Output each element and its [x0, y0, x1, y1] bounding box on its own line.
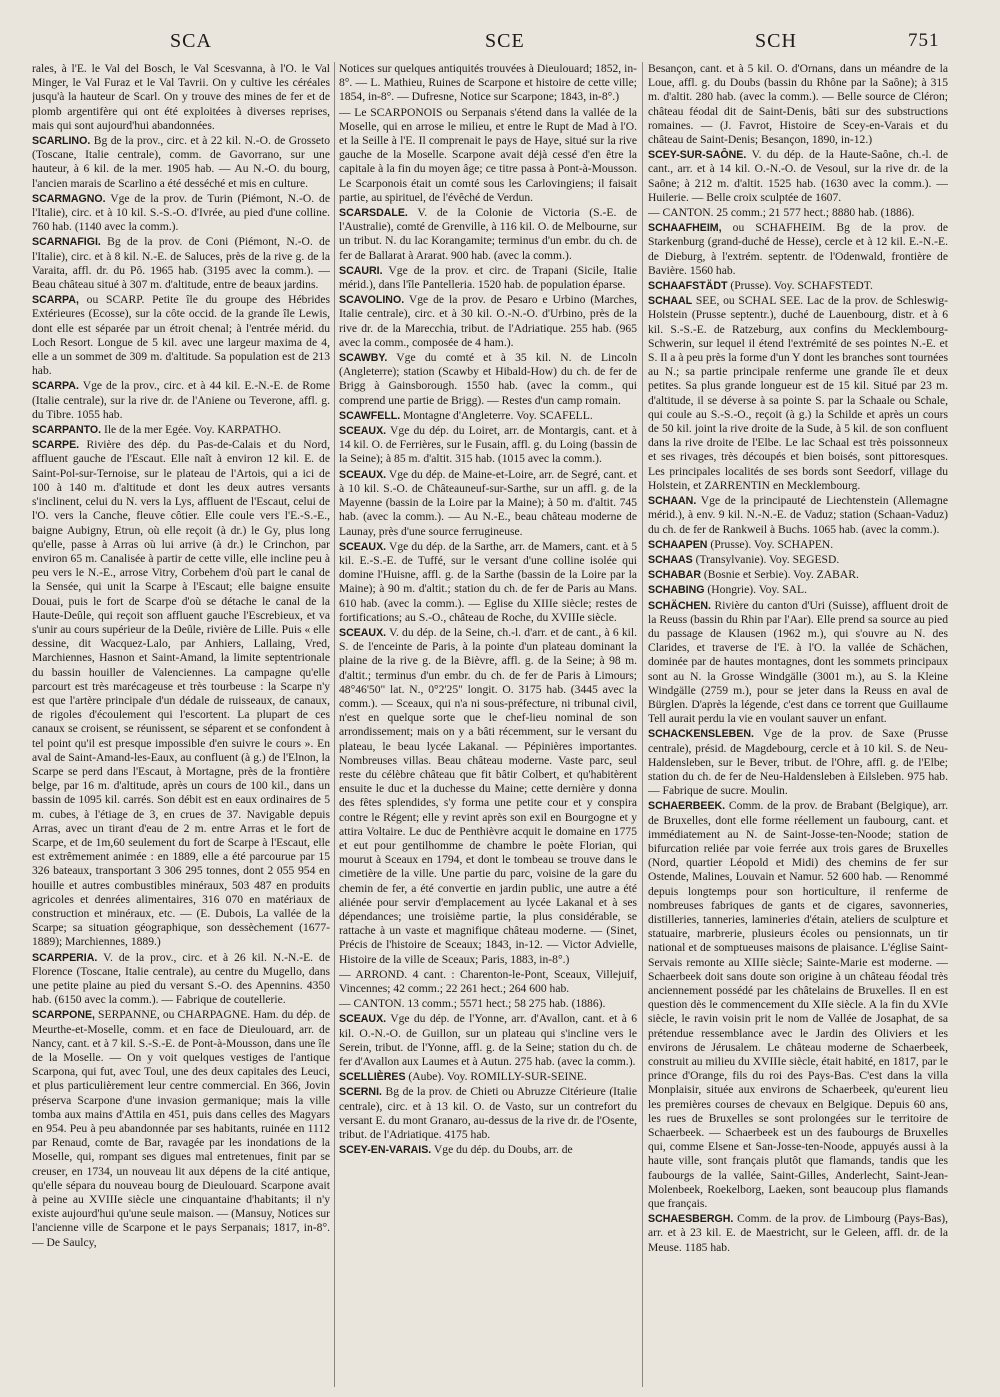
entry-headword: SCAWFELL.	[339, 409, 401, 422]
entry-headword: SCARPANTO.	[32, 424, 102, 437]
entry-body: Comm. de la prov. de Brabant (Belgique), arr. de Bruxelles, dont elle forme réellement un faubourg, cant. et immédiatement au N. de Saint-Josse-ten-Noode; station de bifurcation reliée par voie ferrée aux trois gares de Bruxelles (Nord, quartier Léopold et Midi) des chemins de fer sur Ostende, Malines, Louvain et Namur. 52 600 hab. — Renommé depuis longtemps pour son horticulture, il renferme de nombreuses fabriques de gants et de cigares, savonneries, distilleries, tanneries, lamineries d'étain, ateliers de sculpture et statuaire, marbrerie, plusieurs écoles ou pensionnats, un tir national et de somptueuses maisons de plaisance. L'église Saint-Servais remonte au XIIIe siècle; Sainte-Marie est moderne. — Schaerbeek doit sans doute son origine à un château féodal très anciennement possédé par les châtelains de Bruxelles. Il en est question dès le commencement du XIIe siècle. A la fin du XVIe siècle, le ravin voisin prit le nom de Vallée de Josaphat, de sa prétendue ressemblance avec le Jardin des Oliviers et les environs de Jérusalem. Le château moderne de Schaerbeek, construit au milieu du XVIIIe siècle, était habité, en 1817, par le prince d'Orange, fils du roi des Pays-Bas. C'est dans la villa Monplaisir, située aux environs de Schaerbeek, qu'eurent lieu les premières courses de chevaux en Belgique. Depuis 60 ans, les rues de Bruxelles se sont prolongées sur le territoire de Schaerbeek. — Schaerbeek est un des faubourgs de Bruxelles qui, comme Elsene et San-Josse-ten-Noode, appuyés aussi à la haute ville, sont français plutôt que flamands, tandis que les faubourgs de la vallée, Saint-Gilles, Anderlecht, Saint-Jean-Molenbeek, Roekelborg, Laeken, sont beaucoup plus flamands que français.	[648, 799, 948, 1211]
text-column-3	[648, 62, 948, 1392]
entry-headword: SCERNI.	[339, 1086, 382, 1099]
entry-headword: SCEAUX.	[339, 626, 387, 639]
header-left-guide-word: SCA	[170, 30, 212, 52]
dictionary-entry	[339, 1012, 637, 1069]
entry-body: Rivière des dép. du Pas-de-Calais et du Nord, affluent gauche de l'Escaut. Elle naît à environ 12 kil. E. de Saint-Pol-sur-Ternoise, sur le plateau de l'Artois, qui a ici de 100 à 140 m. d'altitude et dont les deux autres versants s'inclinent, celui du N. vers la Lys, affluent de l'Escaut, celui de l'O. vers la Canche, fleuve côtier. Elle coule vers l'E.-S.-E., baigne Aubigny, Etrun, où elle reçoit (à dr.) le Gy, plus long qu'elle, passe à Arras où lui arrive (à dr.) le Crinchon, par environ 65 m. Canalisée à partir de cette ville, elle incline peu à peu vers le N.-E., arrose Vitry, Corbehem d'où part le canal de la Sensée, qui unit la Scarpe à l'Escaut; elle baigne ensuite Douai, puis le fort de Scarpe d'où se détache le canal de la Haute-Deûle, qui reçoit son affluent gauche l'Escrebieux, et va s'unir au cours supérieur de la Deûle, rivière de Lille. Puis « elle dessine, dit Wacquez-Lalo, par Anhiers, Lallaing, Vred, Marchiennes, Hasnon et Saint-Amand, la limite septentrionale du bassin houiller de Valenciennes. La campagne qu'elle parcourt est très marécageuse et très tourbeuse : la Scarpe n'y est que l'artère principale d'un dédale de ruisseaux, de canaux, de rigoles d'écoulement qui l'escortent. La plupart de ces canaux se croisent, se réunissent, se séparent et se confondent à tel point qu'il est presque impossible d'en suivre le cours ». En aval de Saint-Amand-les-Eaux, au confluent (à g.) de l'Elnon, la Scarpe se perd dans l'Escaut, à Mortagne, près de la frontière belge, par 16 m. d'altitude, après un cours de 100 kil., dans un bassin de 1095 kil. carrés. Son débit est en eaux ordinaires de 5 m. cubes, à l'étiage de 3, en crues de 37. Navigable depuis Arras, avec un tirant d'eau de 2 m. entre Arras et le fort de Scarpe, et de 1m,60 seulement du fort de Scarpe à l'Escaut, elle est extrêmement animée : en 1889, elle a été parcourue par 15 326 bateaux, transportant 3 306 295 tonnes, dont 2 055 954 en houille et autres combustibles minéraux, 503 487 en produits agricoles et denrées alimentaires, 316 070 en matériaux de construction et minéraux, etc. — (E. Dubois, La vallée de la Scarpe; sa situation géographique, son dessèchement (1677-1889); Marchiennes, 1889.)	[32, 438, 330, 949]
dictionary-entry	[32, 1008, 330, 1249]
entry-headword: SCEY-EN-VARAIS.	[339, 1144, 432, 1157]
entry-body: Notices sur quelques antiquités trouvées à Dieulouard; 1852, in-8°. — L. Mathieu, Ruines de Scarpone et histoire de cette ville; 1854, in-8°. — Dufresne, Notice sur Scarpone; 1843, in-8°.)	[339, 62, 637, 104]
entry-headword: SCARLINO.	[32, 135, 91, 148]
entry-body: (Prusse). Voy. SCHAFSTEDT.	[727, 279, 873, 293]
dictionary-entry	[648, 568, 948, 582]
entry-body: — Le SCARPONOIS ou Serpanais s'étend dans la vallée de la Moselle, qui en arrose le milieu, et entre le Rupt de Mad à l'O. et la Seille à l'E. Il comprenait le pays de Haye, situé sur la rive gauche de la Moselle. Scarpone avait déjà cessé d'en être la capitale à la fin du moyen âge; ce titre passa à Pont-à-Mousson. Le Scarponois était un comté sous les Carlovingiens; il faisait partie, au spirituel, de l'évêché de Verdun.	[339, 105, 637, 204]
entry-headword: SCARSDALE.	[339, 207, 408, 220]
dictionary-entry	[339, 1143, 637, 1157]
entry-headword: SCHAESBERGH.	[648, 1213, 734, 1226]
column-rule-right	[642, 62, 643, 1387]
dictionary-entry	[32, 423, 330, 437]
entry-body: (Transylvanie). Voy. SEGESD.	[692, 552, 840, 566]
entry-body: SEE, ou SCHAL SEE. Lac de la prov. de Schleswig-Holstein (Prusse septentr.), duché de Lauenbourg, distr. et à 6 kil. S.-S.-E. de Ratzeburg, aux confins du Mecklembourg-Schwerin, sur lequel il étend l'extrémité de ses pointes N.-E. et S. Il a à peu près la forme d'un Y dont les branches sont tournées au N.; sa partie principale renferme une grande île et deux petites. Sa plus grande longueur est de 15 kil. Situé par 23 m. d'altitude, il se déverse à sa pointe S. par la Schaale ou Schale, qui coule au S.-S.-O., reçoit (à g.) la Schilde et après un cours de 50 kil. joint la rive droite de la Sude, à 5 kil. de son confluent dans la rive droite de l'Elbe. Le lac Schaal est très poissonneux et ses rivages, très découpés et bien boisés, sont pittoresques. Les principales localités de ses bords sont Seedorf, village du Holstein, et ZARRENTIN en Mecklembourg.	[648, 294, 948, 492]
entry-headword: SCHAAL	[648, 295, 693, 308]
entry-headword: SCAWBY.	[339, 352, 388, 365]
header-right-guide-word: SCH	[755, 30, 797, 52]
entry-body: SERPANNE, ou CHARPAGNE. Ham. du dép. de Meurthe-et-Moselle, comm. et en face de Dieulouard, arr. de Nancy, cant. et à 7 kil. S.-S.-E. de Pont-à-Mousson, dans une île de la Moselle. — On y voit quelques vestiges de l'antique Scarpona, qui fut, avec Toul, une des deux capitales des Leuci, et plus particulièrement leur centre commercial. En 366, Jovin préserva Scarpone d'une invasion germanique; mais la ville tomba aux mains d'Attila en 451, puis dans celles des Magyars en 954. Peu à peu abandonnée par ses habitants, ruinée en 1112 par Renaud, comte de Bar, ravagée par les inondations de la Moselle, qui, rompant ses digues mal entretenues, finit par se creuser, en 1734, un nouveau lit aux dépens de la cité antique, qu'elle sépara du nouveau bourg de Dieulouard. Scarpone avait à peine au XVIIIe siècle une cinquantaine d'habitants; il n'y existe aujourd'hui qu'une seule maison. — (Mansuy, Notices sur l'ancienne ville de Scarpone et le pays Serpanais; 1817, in-8°. — De Saulcy,	[32, 1008, 330, 1249]
entry-headword: SCARPONE,	[32, 1009, 95, 1022]
entry-body: Vge du dép. du Doubs, arr. de	[431, 1143, 573, 1157]
entry-body: Bg de la prov. de Coni (Piémont, N.-O. de l'Italie), circ. et à 8 kil. N.-E. de Saluces, près de la rive g. de la Varaita, affl. dr. du Pô. 1965 hab. (3195 avec la comm.). — Beau château situé à 307 m. d'altitude, entre de beaux jardins.	[32, 235, 330, 292]
entry-headword: SCHAAN.	[648, 495, 697, 508]
header-center-guide-word: SCE	[485, 30, 525, 52]
entry-body: V. de la Colonie de Victoria (S.-E. de l'Australie), comté de Grenville, à 116 kil. O. de Melbourne, sur un tribut. N. du lac Korangamite; terminus d'un embr. du ch. de fer de Ballarat à Ararat. 900 hab. (avec la comm.).	[339, 206, 637, 262]
entry-headword: SCEAUX.	[339, 468, 387, 481]
entry-text	[648, 206, 948, 220]
dictionary-entry	[648, 1212, 948, 1255]
dictionary-entry	[32, 192, 330, 235]
entry-body: (Bosnie et Serbie). Voy. ZABAR.	[700, 568, 859, 582]
entry-body: rales, à l'E. le Val del Bosch, le Val Scesvanna, à l'O. le Val Minger, le Val Furaz et le Val Tavrii. On y cultive les céréales jusqu'à la hauteur de Scarl. On y trouve des mines de fer et de plomb argentifère qui ont été exploitées à diverses reprises, mais qui sont aujourd'hui abandonnées.	[32, 62, 330, 132]
dictionary-entry	[339, 293, 637, 350]
entry-headword: SCHABAR	[648, 569, 701, 582]
entry-text	[32, 62, 330, 133]
entry-body: ou SCHAFHEIM. Bg de la prov. de Starkenburg (grand-duché de Hesse), cercle et à 12 kil. E.-N.-E. de Dieburg, à l'extrém. septentr. de l'Odenwald, frontière de Bavière. 1560 hab.	[648, 221, 948, 277]
dictionary-entry	[32, 438, 330, 949]
entry-body: Vge de la prov. de Turin (Piémont, N.-O. de l'Italie), circ. et à 10 kil. S.-S.-O. d'Ivrée, au pied d'une colline. 760 hab. (1140 avec la comm.).	[32, 191, 330, 234]
dictionary-entry	[32, 379, 330, 422]
dictionary-entry	[648, 294, 948, 493]
entry-body: (Hongrie). Voy. SAL.	[704, 583, 808, 597]
entry-headword: SCARNAFIGI.	[32, 236, 101, 249]
dictionary-entry	[648, 148, 948, 205]
entry-body: Vge du dép. de la Sarthe, arr. de Mamers, cant. et à 5 kil. E.-S.-E. de Tuffé, sur le versant d'une colline isolée qui domine l'Huisne, affl. g. de la Sarthe (bassin de la Loire par la Maine); à 90 m. d'altit.; station du ch. de fer de Paris au Mans. 610 hab. (avec la comm.). — Eglise du XIIIe siècle; restes de fortifications; au S.-O., château de Roche, du XVIIIe siècle.	[339, 539, 637, 624]
dictionary-entry	[32, 235, 330, 292]
entry-text	[339, 968, 637, 996]
entry-headword: SCEAUX.	[339, 540, 387, 553]
page-number: 751	[908, 30, 940, 51]
entry-text	[339, 997, 637, 1011]
entry-body: Vge du dép. de l'Yonne, arr. d'Avallon, cant. et à 6 kil. O.-N.-O. de Guillon, sur un plateau qui s'incline vers le Serein, tribut. de l'Yonne, affl. g. de la Seine; station du ch. de fer d'Avallon aux Laumes et à Autun. 275 hab. (avec la comm.).	[339, 1012, 637, 1069]
entry-body: V. du dép. de la Haute-Saône, ch.-l. de cant., arr. et à 14 kil. O.-N.-O. de Vesoul, sur la rive dr. de la Saône; à 212 m. d'altit. 1525 hab. (1630 avec la comm.). — Huilerie. — Belle croix sculptée de 1607.	[648, 148, 948, 204]
entry-headword: SCARPERIA.	[32, 951, 98, 964]
dictionary-entry	[648, 279, 948, 293]
dictionary-entry	[339, 206, 637, 263]
entry-body: Bg de la prov., circ. et à 22 kil. N.-O. de Grosseto (Toscane, Italie centrale), comm. de Gavorrano, sur une hauteur, à 6 kil. de la mer. 1905 hab. — Au N.-O. du bourg, l'ancien marais de Scarlino a été desséché et mis en culture.	[32, 134, 330, 190]
entry-body: Vge de la prov. de Pesaro e Urbino (Marches, Italie centrale), circ. et à 30 kil. O.-N.-O. d'Urbino, près de la rive dr. de la Marecchia, tribut. de l'Adriatique. 255 hab. (965 avec la comm., composée de 4 ham.).	[339, 293, 637, 349]
dictionary-entry	[648, 538, 948, 552]
dictionary-entry	[339, 468, 637, 539]
entry-text	[339, 106, 637, 205]
dictionary-entry	[339, 540, 637, 625]
entry-headword: SCAURI.	[339, 264, 383, 277]
entry-body: — CANTON. 13 comm.; 5571 hect.; 58 275 hab. (1886).	[339, 997, 606, 1011]
text-column-2	[339, 62, 637, 1392]
dictionary-entry	[648, 727, 948, 798]
entry-body: V. du dép. de la Seine, ch.-l. d'arr. et de cant., à 6 kil. S. de l'enceinte de Paris, à la pointe d'un plateau dominant la plaine de la rive g. de la Bièvre, affl. g. de la Seine; à 98 m. d'altit.; terminus d'un embr. du ch. de fer de Paris à Limours; 48°46'50" lat. N., 0°2'25" longit. O. 3175 hab. (3445 avec la comm.). — Sceaux, qui n'a ni sous-préfecture, ni tribunal civil, n'est en quelque sorte que le chef-lieu nominal de son arrondissement; mais on y a bâti récemment, sur le versant du plateau, le beau lycée Lakanal. — Pépinières importantes. Nombreuses villas. Beau château moderne. Vaste parc, seul reste du célèbre château que fit bâtir Colbert, et qu'habitèrent ensuite le duc et la duchesse du Maine; cette dernière y donna des fêtes splendides, s'y forma une petite cour et y conspira contre le Régent; elle y revint après son exil en Bourgogne et y attira Voltaire. Le duc de Penthièvre acquit le domaine en 1775 et eut pour gentilhomme de chambre le poète Florian, qui mourut à Sceaux en 1794, et dont le tombeau se trouve dans le cimetière de la ville. Une partie du parc, voisine de la gare du chemin de fer, a été convertie en jardin public, une autre a été aliénée pour servir d'emplacement au lycée Lakanal et à ses dépendances; une troisième partie, la plus considérable, se rattache à un vaste et magnifique château moderne. — (Sinet, Précis de l'histoire de Sceaux; 1843, in-12. — Victor Advielle, Histoire de la ville de Sceaux; Paris, 1883, in-8°.)	[339, 625, 637, 966]
entry-headword: SCARPA,	[32, 294, 79, 307]
dictionary-entry	[648, 553, 948, 567]
entry-headword: SCARPA.	[32, 380, 79, 393]
entry-text	[339, 62, 637, 105]
dictionary-entry	[32, 951, 330, 1008]
entry-text	[648, 62, 948, 147]
entry-headword: SCHABING	[648, 584, 705, 597]
running-header	[0, 30, 1000, 56]
entry-headword: SCAVOLINO.	[339, 294, 405, 307]
entry-body: Vge de la prov. et circ. de Trapani (Sicile, Italie mérid.), dans l'île Pantelleria. 1520 hab. de population éparse.	[339, 263, 637, 292]
dictionary-entry	[32, 293, 330, 378]
entry-headword: SCEY-SUR-SAÔNE.	[648, 149, 747, 162]
dictionary-entry	[339, 424, 637, 467]
dictionary-entry	[339, 264, 637, 292]
entry-body: Vge de la prov., circ. et à 44 kil. E.-N.-E. de Rome (Italie centrale), sur la rive dr. de l'Aniene ou Teverone, affl. g. du Tibre. 1055 hab.	[32, 379, 330, 421]
entry-body: Vge de la prov. de Saxe (Prusse centrale), présid. de Magdebourg, cercle et à 10 kil. S. de Neu-Haldensleben, sur le Bever, tribut. de l'Ohre, affl. g. de l'Elbe; station du ch. de fer de Neu-Haldensleben à Eilsleben. 975 hab. — Fabrique de sucre. Moulin.	[648, 727, 948, 798]
entry-body: — CANTON. 25 comm.; 21 577 hect.; 8880 hab. (1886).	[648, 206, 915, 220]
entry-body: ou SCARP. Petite île du groupe des Hébrides Extérieures (Ecosse), sur la côte occid. de la grande île Lewis, dont elle est séparée par un étroit chenal; à l'entrée mérid. du Loch Resort. Longue de 5 kil. avec une largeur maxima de 4, elle a un sommet de 309 m. d'altitude. Sa population est de 213 hab.	[32, 293, 330, 378]
dictionary-entry	[648, 494, 948, 537]
dictionary-entry	[32, 134, 330, 191]
text-column-1	[32, 62, 330, 1392]
dictionary-entry	[648, 583, 948, 597]
entry-headword: SCHAAS	[648, 553, 693, 566]
entry-headword: SCHAAPEN	[648, 538, 708, 551]
entry-body: Ile de la mer Egée. Voy. KARPATHO.	[101, 423, 282, 437]
dictionary-entry	[648, 799, 948, 1211]
dictionary-entry	[339, 351, 637, 408]
entry-headword: SCHAERBEEK.	[648, 800, 726, 813]
entry-headword: SCHÄCHEN.	[648, 599, 711, 612]
entry-body: Montagne d'Angleterre. Voy. SCAFELL.	[400, 408, 593, 422]
entry-headword: SCARPE.	[32, 439, 80, 452]
entry-headword: SCHACKENSLEBEN.	[648, 728, 754, 741]
dictionary-entry	[648, 221, 948, 278]
entry-body: (Aube). Voy. ROMILLY-SUR-SEINE.	[405, 1070, 587, 1084]
entry-headword: SCEAUX.	[339, 425, 387, 438]
entry-headword: SCHAAFSTÄDT	[648, 280, 728, 293]
dictionary-entry	[339, 409, 637, 423]
column-rule-left	[334, 62, 335, 1387]
dictionary-entry	[339, 626, 637, 967]
entry-headword: SCELLIÈRES	[339, 1071, 406, 1084]
entry-body: V. de la prov., circ. et à 26 kil. N.-N.-E. de Florence (Toscane, Italie centrale), au centre du Mugello, dans une petite plaine au pied du versant S.-O. des Apennins. 4350 hab. (6150 avec la comm.). — Fabrique de coutellerie.	[32, 950, 330, 1007]
entry-body: Rivière du canton d'Uri (Suisse), affluent droit de la Reuss (bassin du Rhin par l'Aar). Elle prend sa source au pied du passage de Klausen (1962 m.), qui s'ouvre au N. des Clarides, et traverse de l'E. à l'O. la vallée de Schächen, dominée par de hautes montagnes, dont les sommets principaux sont au N. la Grosse Windgälle (3001 m.), au S. la Kleine Windgälle (2759 m.), pour se jeter dans la Reuss en aval de Bürglen. D'après la légende, c'est dans ce torrent que Guillaume Tell aurait perdu la vie en voulant sauver un enfant.	[648, 598, 948, 726]
entry-body: Vge du dép. du Loiret, arr. de Montargis, cant. et à 14 kil. O. de Ferrières, sur le Fusain, affl. g. du Loing (bassin de la Seine); à 85 m. d'altit. 315 hab. (1015 avec la comm.).	[339, 424, 637, 466]
entry-body: (Prusse). Voy. SCHAPEN.	[707, 537, 834, 551]
entry-body: — ARROND. 4 cant. : Charenton-le-Pont, Sceaux, Villejuif, Vincennes; 42 comm.; 22 261 hect.; 264 600 hab.	[339, 967, 637, 995]
dictionary-entry	[648, 599, 948, 727]
entry-body: Besançon, cant. et à 5 kil. O. d'Ornans, dans un méandre de la Loue, affl. g. du Doubs (bassin du Rhône par la Saône); à 315 m. d'altit. 280 hab. (avec la comm.). — Belle source de Cléron; château féodal dit de Saint-Denis, bâti sur des substructions romaines. — (J. Favrot, Histoire de Scey-en-Varais et du château de Saint-Denis; Besançon, 1890, in-12.)	[648, 62, 948, 147]
entry-body: Vge du comté et à 35 kil. N. de Lincoln (Angleterre); station (Scawby et Hibald-How) du ch. de fer de Brigg à Gainsborough. 1550 hab. (avec la comm., qui comprend une partie de Brigg). — Restes d'un camp romain.	[339, 351, 637, 407]
entry-body: Vge de la principauté de Liechtenstein (Allemagne mérid.), à env. 9 kil. N.-N.-E. de Vaduz; station (Schaan-Vaduz) du ch. de fer de Rankweil à Buchs. 1065 hab. (avec la comm.).	[648, 494, 948, 536]
dictionary-entry	[339, 1085, 637, 1142]
entry-headword: SCARMAGNO.	[32, 192, 106, 205]
entry-body: Vge du dép. de Maine-et-Loire, arr. de Segré, cant. et à 10 kil. S.-O. de Châteauneuf-sur-Sarthe, sur un affl. g. de la Mayenne (bassin de la Loire par la Maine); à 50 m. d'altit. 745 hab. (avec la comm.). — Au N.-E., beau château moderne de Launay, près d'une source ferrugineuse.	[339, 467, 637, 538]
entry-body: Comm. de la prov. de Limbourg (Pays-Bas), arr. et à 23 kil. E. de Maestricht, sur le Geleen, affl. dr. de la Meuse. 1185 hab.	[648, 1212, 948, 1254]
entry-headword: SCEAUX.	[339, 1013, 387, 1026]
entry-body: Bg de la prov. de Chieti ou Abruzze Citérieure (Italie centrale), circ. et à 13 kil. O. de Vasto, sur un contrefort du versant E. du mont Granaro, au-dessus de la rive dr. de l'Osente, tribut. de l'Adriatique. 4175 hab.	[339, 1085, 637, 1142]
dictionary-entry	[339, 1070, 637, 1084]
entry-headword: SCHAAFHEIM,	[648, 222, 722, 235]
